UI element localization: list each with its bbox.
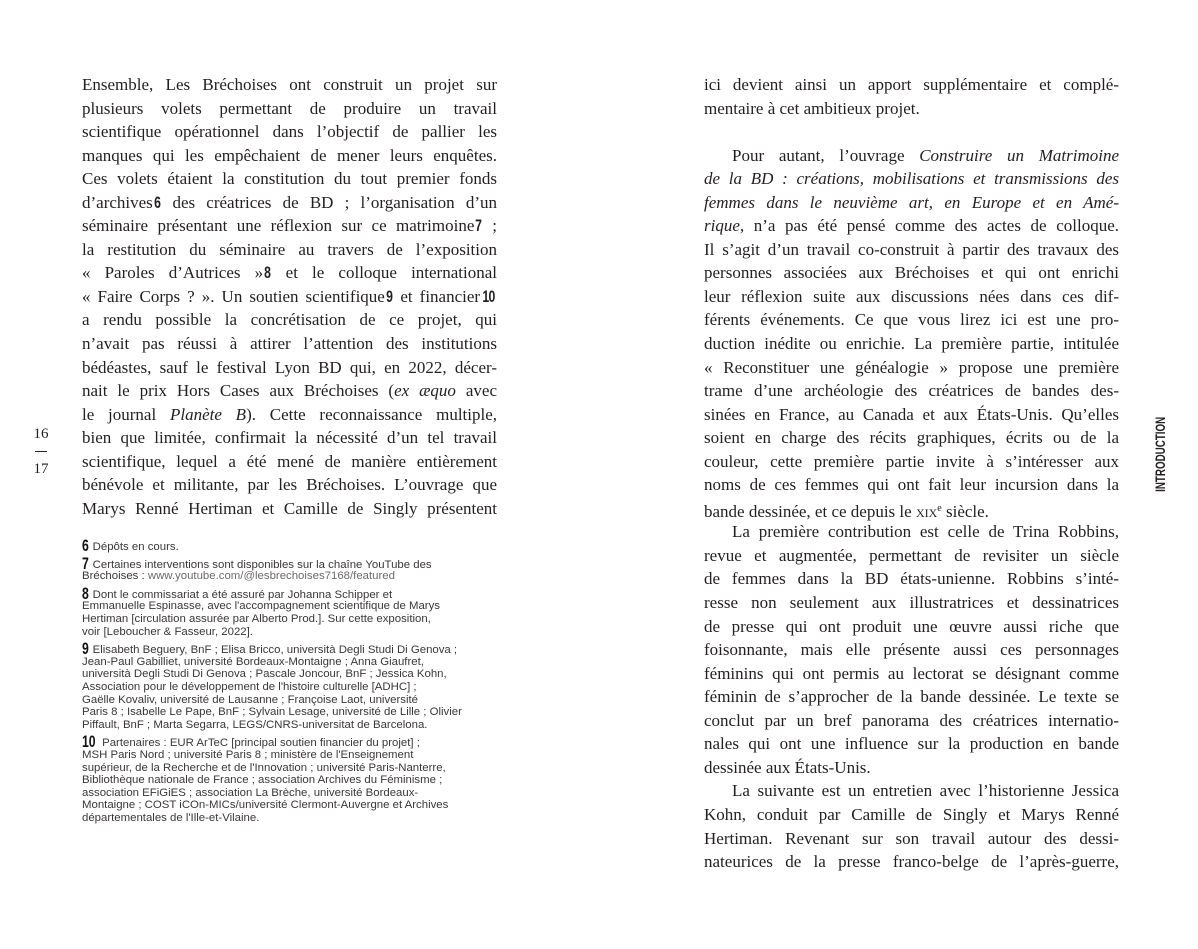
text-run: férents événements. Ce que vous lirez ici est une pro- (704, 310, 1119, 330)
text-run: d’archives (82, 192, 153, 212)
footnote-line (82, 583, 502, 603)
text-run: Marys Renné Hertiman et Camille de Singly présentent (82, 498, 497, 518)
text-line (82, 191, 497, 215)
text-line (704, 638, 1119, 662)
text-line (82, 120, 497, 144)
footnote-line (82, 732, 502, 752)
left-page-number: 16 (33, 426, 49, 442)
footnote-number: 9 (82, 639, 89, 659)
footnote-number: 6 (82, 536, 89, 555)
text-run: séminaire présentant une réflexion sur ce matrimoine (82, 216, 475, 236)
running-head (1152, 416, 1168, 508)
text-run: La première contribution est celle de Trina Robbins, (732, 522, 1119, 542)
footnote-text: Hertiman [circulation assurée par Alberto Prod.]. Sur cette exposition, (82, 612, 431, 625)
text-run: La suivante est un entretien avec l’historienne Jessica (732, 781, 1119, 801)
text-run: siècle. (941, 501, 989, 521)
footnote-line (82, 626, 502, 639)
footnote-text: Emmanuelle Espinasse, avec l'accompagnement scientifique de Marys (82, 600, 440, 613)
text-line (704, 567, 1119, 591)
footnote-line (82, 656, 502, 669)
text-run: revue et augmentée, permettant de revisiter un siècle (704, 545, 1119, 565)
text-run: n’avait pas réussi à attirer l’attention des institutions (82, 334, 497, 354)
text-line (704, 615, 1119, 639)
italic-text: ex æquo (394, 381, 456, 401)
running-head-label: INTRODUCTION (1152, 416, 1168, 492)
footnote-line (82, 774, 502, 787)
footnote-10 (82, 732, 502, 824)
footnote-text: Association pour le développement de l'histoire culturelle [ADHC] ; (82, 680, 417, 693)
text-line (704, 214, 1119, 238)
footnote-text: Montaigne ; COST iCOn-MICs/université Clermont-Auvergne et Archives (82, 799, 449, 812)
text-line (82, 97, 497, 121)
text-run: e (937, 502, 942, 514)
footnote-line (82, 749, 502, 762)
footnote-text: Elisabeth Beguery, BnF ; Elisa Bricco, università Degli Studi Di Genova ; (92, 644, 458, 657)
footnote-line (82, 639, 502, 659)
footnote-text: Bibliothèque nationale de France ; association Archives du Féminisme ; (82, 774, 443, 787)
text-line (704, 520, 1119, 544)
text-run: mentaire à cet ambitieux projet. (704, 98, 920, 118)
footnote-line (82, 799, 502, 812)
text-line (82, 450, 497, 474)
text-line (82, 308, 497, 332)
text-run: et le colloque international (271, 263, 497, 283)
text-line (82, 332, 497, 356)
text-line (82, 403, 497, 427)
footnote-text: Jean-Paul Gabilliet, université Bordeaux-Montaigne ; Anna Giaufret, (82, 655, 424, 668)
footnote-text: départementales de l'Ille-et-Vilaine. (82, 811, 260, 824)
footnote-reference[interactable]: 7 (475, 216, 482, 236)
text-run: des créatrices de BD ; l’organisation d’un (161, 192, 497, 212)
text-line (82, 426, 497, 450)
page-numbers (30, 426, 52, 478)
text-line (704, 779, 1119, 803)
text-line (704, 261, 1119, 285)
text-line (704, 803, 1119, 827)
text-run: soient en charge des récits graphiques, écrits ou de la (704, 428, 1119, 448)
italic-text: Construire un Matrimoine (919, 145, 1119, 165)
text-run: duction inédite ou enrichie. La première partie, intitulée (704, 334, 1119, 354)
text-line (704, 497, 1119, 521)
text-line (704, 97, 1119, 121)
text-run: ici devient ainsi un apport supplémentaire et complé- (704, 75, 1119, 94)
footnote-text: Partenaires : EUR ArTeC [principal soutien financier du projet] ; (102, 737, 420, 750)
text-line (82, 261, 497, 285)
italic-text: rique (704, 216, 740, 236)
text-run: avec (455, 381, 497, 401)
text-line (82, 73, 497, 97)
footnote-line (82, 570, 502, 583)
text-line (704, 144, 1119, 168)
text-line (704, 756, 1119, 780)
text-line (704, 191, 1119, 215)
text-run: sinées en France, au Canada et aux États-Unis. Qu’elles (704, 404, 1119, 424)
footnote-text: voir [Leboucher & Fasseur, 2022]. (82, 625, 253, 638)
footnote-6 (82, 536, 502, 555)
footnote-text: Certaines interventions sont disponibles sur la chaîne YouTube des (92, 558, 432, 571)
text-line (82, 379, 497, 403)
footnote-line (82, 762, 502, 775)
footnote-number: 10 (82, 732, 96, 752)
text-line (704, 732, 1119, 756)
text-run: de presse qui ont produit une œuvre aussi riche que (704, 616, 1119, 636)
footnote-line (82, 719, 502, 732)
page-number-divider (35, 451, 47, 452)
footnote-text: MSH Paris Nord ; université Paris 8 ; ministère de l'Enseignement (82, 748, 414, 761)
text-line (704, 685, 1119, 709)
text-run: Kohn, conduit par Camille de Singly et Marys Renné (704, 804, 1119, 824)
text-run: scientifique opérationnel dans l’objectif de pallier les (82, 122, 497, 142)
left-page-body-text (82, 73, 497, 520)
text-run: « Paroles d’Autrices » (82, 263, 264, 283)
footnote-line (82, 681, 502, 694)
text-run: Ces volets étaient la constitution du tout premier fonds (82, 169, 497, 189)
footnote-text: supérieur, de la Recherche et de l'Innovation ; université Paris-Nanterre, (82, 761, 446, 774)
text-line (704, 332, 1119, 356)
text-line (82, 238, 497, 262)
text-line (704, 285, 1119, 309)
text-line (704, 426, 1119, 450)
text-line (82, 356, 497, 380)
text-run: trame d’une archéologie des créatrices de bandes des- (704, 381, 1119, 401)
italic-text: Planète B (169, 404, 247, 424)
right-page-number: 17 (33, 461, 49, 477)
text-run: Il s’agit d’un travail co-construit à partir des travaux des (704, 239, 1119, 259)
footnotes (82, 536, 502, 829)
text-line (82, 285, 497, 309)
footnote-text: association EFiGiES ; association La Brèche, université Bordeaux- (82, 786, 419, 799)
italic-text: femmes dans le neuvième art, en Europe et en Amé- (704, 192, 1119, 212)
text-run: dessinée aux États-Unis. (704, 757, 871, 777)
text-run: conclut par un bref panorama des créatrices internatio- (704, 710, 1119, 730)
footnote-line (82, 536, 502, 555)
text-line (704, 356, 1119, 380)
footnote-line (82, 812, 502, 825)
text-line (82, 214, 497, 238)
footnote-text: Dépôts en cours. (92, 541, 179, 553)
text-run: bénévole et militante, par les Bréchoises. L’ouvrage que (82, 475, 497, 495)
text-run: couleur, cette première partie invite à s’intéresser aux (704, 451, 1119, 471)
text-line (704, 709, 1119, 733)
text-run: bande dessinée, et ce depuis le (704, 501, 916, 521)
text-run: Ensemble, Les Bréchoises ont construit un projet sur (82, 75, 497, 94)
text-line (82, 473, 497, 497)
footnote-line (82, 706, 502, 719)
footnote-number: 7 (82, 553, 89, 573)
text-line (704, 662, 1119, 686)
text-line (82, 497, 497, 521)
footnote-reference[interactable]: 8 (264, 263, 271, 283)
footnote-number: 8 (82, 583, 89, 603)
text-run: scientifique, lequel a été mené de manière entièrement (82, 451, 497, 471)
text-run: de femmes dans la BD états-unienne. Robbins s’inté- (704, 569, 1119, 589)
text-line (704, 450, 1119, 474)
text-run: noms de ces femmes qui ont fait leur incursion dans la (704, 475, 1119, 495)
footnote-line (82, 787, 502, 800)
footnote-line (82, 613, 502, 626)
text-line (704, 591, 1119, 615)
text-run: xix (915, 501, 938, 521)
footnote-text: Piffault, BnF ; Marta Segarra, LEGS/CNRS-universitat de Barcelona. (82, 718, 428, 731)
text-run: , n’a pas été pensé comme des actes de colloque. (739, 216, 1119, 236)
right-page-body-text (704, 73, 1119, 874)
text-run: resse non seulement aux illustratrices et dessinatrices (704, 593, 1119, 613)
text-run: plusieurs volets permettant de produire un travail (82, 98, 497, 118)
text-run: le journal (82, 404, 170, 424)
footnote-9 (82, 639, 502, 731)
text-run: personnes associées aux Bréchoises et qui ont enrichi (704, 263, 1119, 283)
text-line (704, 403, 1119, 427)
text-run: féminins qui ont permis au lectorat se désignant comme (704, 663, 1119, 683)
footnote-text: università Degli Studi Di Genova ; Pascale Joncour, BnF ; Jessica Kohn, (82, 668, 447, 681)
text-run: foisonnante, mais elle présente aussi ces personnages (704, 640, 1119, 660)
text-run: nales qui ont une influence sur la production en bande (704, 734, 1119, 754)
text-run: Pour autant, l’ouvrage (732, 145, 920, 165)
youtube-link[interactable]: www.youtube.com/@lesbrechoises7168/featured (147, 570, 395, 583)
text-run: nateurices de la presse franco-belge de l’après-guerre, (704, 852, 1119, 872)
text-run: a rendu possible la concrétisation de ce projet, qui (82, 310, 497, 330)
text-run: féminin de s’approcher de la bande dessinée. Le texte se (704, 687, 1119, 707)
text-line (704, 827, 1119, 851)
text-run: « Reconstituer une généalogie » propose une première (704, 357, 1119, 377)
footnote-line (82, 668, 502, 681)
text-run: ). Cette reconnaissance multiple, (246, 404, 498, 424)
text-run: et financier (393, 286, 481, 306)
text-line (704, 473, 1119, 497)
footnote-reference[interactable]: 6 (153, 192, 161, 212)
text-line (704, 850, 1119, 874)
footnote-line (82, 600, 502, 613)
footnote-text: Bréchoises : (82, 570, 148, 583)
text-run: la restitution du séminaire au travers de l’exposition (82, 239, 497, 259)
text-run: manques qui les empêchaient de mener leurs enquêtes. (82, 145, 497, 165)
text-run: leur réflexion suite aux discussions nées dans ces dif- (704, 286, 1119, 306)
text-line (704, 167, 1119, 191)
text-line (704, 544, 1119, 568)
text-run: « Faire Corps ? ». Un soutien scientifique (82, 286, 385, 306)
text-line (704, 120, 1119, 144)
text-run: nait le prix Hors Cases aux Bréchoises ( (82, 381, 395, 401)
footnote-text: Dont le commissariat a été assuré par Johanna Schipper et (92, 588, 393, 601)
footnote-7 (82, 553, 502, 583)
footnote-reference[interactable]: 9 (386, 286, 393, 306)
footnote-line (82, 694, 502, 707)
text-line (704, 308, 1119, 332)
text-run: bédéastes, sauf le festival Lyon BD qui, en 2022, décer- (82, 357, 497, 377)
text-run: ; (482, 216, 497, 236)
text-line (704, 238, 1119, 262)
footnote-8 (82, 583, 502, 638)
text-run: bien que limitée, confirmait la nécessité d’un tel travail (82, 428, 497, 448)
italic-text: de la BD : créations, mobilisations et transmissions des (704, 169, 1119, 189)
text-line (704, 379, 1119, 403)
footnote-text: Paris 8 ; Isabelle Le Pape, BnF ; Sylvain Lesage, université de Lille ; Olivier (82, 706, 462, 719)
text-line (82, 167, 497, 191)
text-line (704, 73, 1119, 97)
footnote-line (82, 553, 502, 573)
text-line (82, 144, 497, 168)
text-run: Hertiman. Revenant sur son travail autour des dessi- (704, 828, 1119, 848)
footnote-text: Gaëlle Kovaliv, université de Lausanne ; Françoise Laot, université (82, 693, 419, 706)
footnote-reference[interactable]: 10 (482, 286, 495, 306)
